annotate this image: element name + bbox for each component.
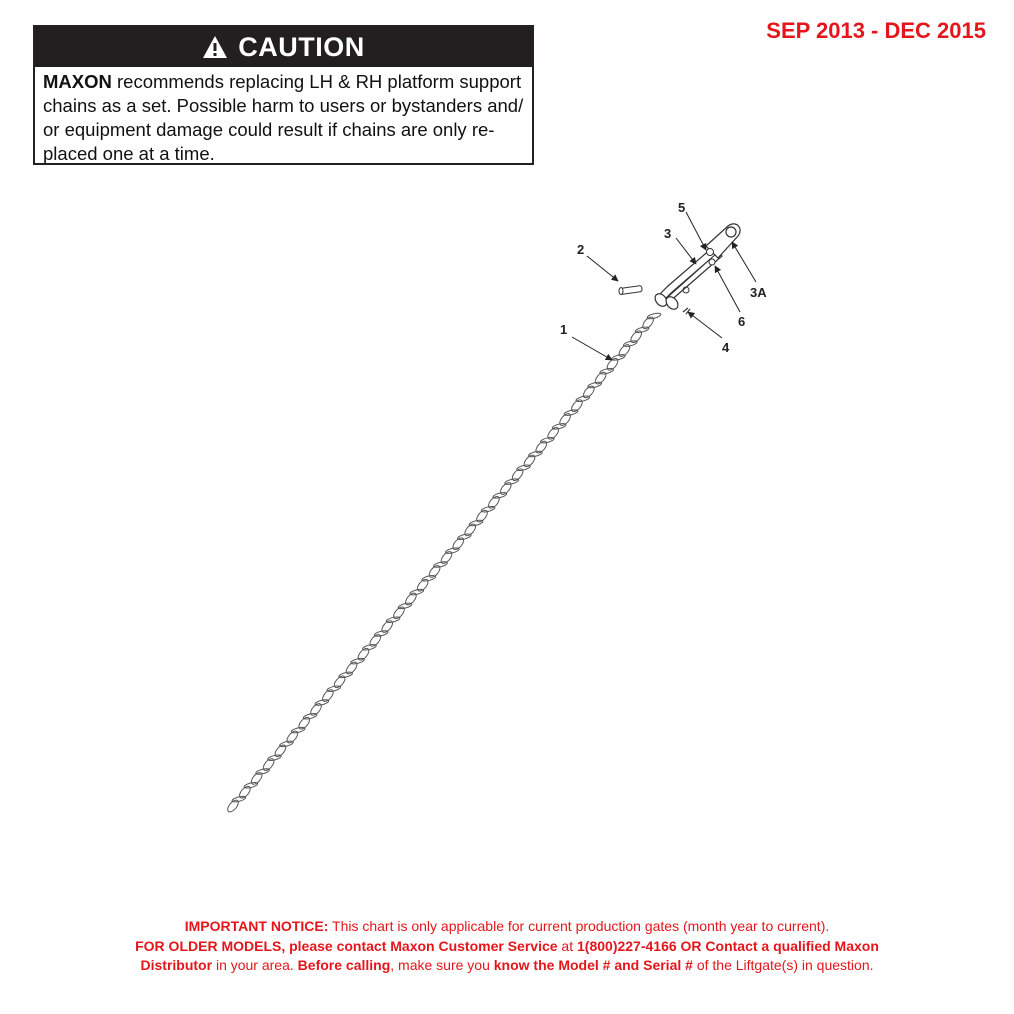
caution-line-1: MAXON recommends replacing LH & RH platform support [43, 71, 522, 92]
notice-important-label: IMPORTANT NOTICE: [184, 918, 329, 934]
chain-link [380, 619, 395, 634]
callout-6: 6 [738, 314, 746, 329]
chain-link [504, 478, 519, 486]
chain-link [522, 453, 537, 468]
leader-3a [732, 242, 756, 282]
chain-link [528, 450, 543, 458]
chain-link [404, 591, 419, 606]
chain-link [315, 699, 330, 707]
caution-line-3: or equipment damage could result if chains are only re- [43, 119, 495, 140]
chain-link [303, 712, 318, 720]
chain-link [629, 329, 644, 344]
chain-link [439, 550, 454, 565]
support-chain [226, 312, 662, 814]
chain-link [344, 660, 359, 675]
chain-link [445, 547, 460, 555]
chain-link [409, 588, 424, 596]
leader-3 [676, 238, 696, 264]
chain-link [499, 481, 514, 496]
callout-3a: 3A [750, 285, 767, 300]
clevis-pin [619, 285, 642, 294]
leader-1 [572, 337, 612, 360]
chain-link [582, 384, 597, 399]
chain-link [279, 740, 294, 748]
chain-link [492, 492, 507, 500]
chain-link [623, 340, 638, 348]
chain-link [433, 561, 448, 569]
chain-link [599, 367, 614, 375]
chain-link [647, 312, 662, 320]
chain-link [398, 602, 413, 610]
caution-brand: MAXON [43, 71, 112, 92]
callout-3: 3 [664, 226, 672, 241]
chain-link [243, 781, 258, 789]
chain-link [427, 564, 442, 579]
date-range: SEP 2013 - DEC 2015 [766, 18, 986, 43]
chain-link [374, 630, 389, 638]
leader-6 [715, 266, 740, 312]
chain-link [546, 426, 561, 441]
chain-link [267, 754, 282, 762]
chain-link [321, 688, 336, 703]
leader-2 [587, 256, 618, 281]
callout-4: 4 [722, 340, 730, 355]
chain-link [362, 643, 377, 651]
chain-link [338, 671, 353, 679]
chain-link [641, 315, 656, 330]
chain-link [291, 726, 306, 734]
chain-link [481, 505, 496, 513]
caution-title: CAUTION [238, 31, 365, 62]
caution-line-2: chains as a set. Possible harm to users or bystanders and/ [43, 95, 524, 116]
important-notice [40, 917, 974, 976]
chain-link [451, 536, 466, 551]
chain-link [463, 522, 478, 537]
chain-link [332, 674, 347, 689]
chain-link [261, 757, 276, 772]
callout-2: 2 [577, 242, 585, 257]
caution-line-4: placed one at a time. [43, 143, 215, 164]
chain-link [392, 605, 407, 620]
chain-link [570, 398, 585, 413]
chain-link [326, 685, 341, 693]
chain-link [421, 574, 436, 582]
callout-1: 1 [560, 322, 568, 337]
chain-link [558, 412, 573, 427]
chain-link [593, 370, 608, 385]
chain-link [457, 533, 472, 541]
chain-link [475, 508, 490, 523]
callout-5: 5 [678, 200, 686, 215]
chain-link [226, 798, 241, 813]
chain-link [386, 616, 401, 624]
chain-link [232, 795, 247, 803]
chain-link [587, 381, 602, 389]
chain-link [487, 495, 502, 510]
chain-link [605, 357, 620, 372]
chain-link [611, 354, 626, 362]
chain-link [368, 633, 383, 648]
notice-line-1: IMPORTANT NOTICE: This chart is only applicable for current production gates (month year to current). [184, 918, 830, 934]
chain-link [238, 785, 253, 800]
chain-link [297, 716, 312, 731]
leader-4 [688, 312, 722, 338]
chain-link [255, 768, 270, 776]
chain-link [540, 436, 555, 444]
chain-link [415, 578, 430, 593]
chain-link [350, 657, 365, 665]
chain-link [285, 729, 300, 744]
chain-link [510, 467, 525, 482]
chain-link [534, 439, 549, 454]
chain-link [469, 519, 484, 527]
notice-phone: 1(800)227-4166 OR Contact a qualified Maxon [577, 937, 879, 954]
chain-link [635, 326, 650, 334]
chain-link [249, 771, 264, 786]
notice-line-3: Distributor in your area. Before calling, make sure you know the Model # and Serial # of the Liftgate(s) in question. [140, 957, 874, 973]
chain-link [617, 343, 632, 358]
leader-5 [686, 212, 706, 250]
notice-line-2: FOR OLDER MODELS, please contact Maxon Customer Service at 1(800)227-4166 OR Contact a qualified Maxon [135, 937, 879, 954]
chain-link [552, 423, 567, 431]
chain-link [356, 647, 371, 662]
chain-link [575, 395, 590, 403]
chain-link [273, 743, 288, 758]
chain-link [309, 702, 324, 717]
chain-link [564, 409, 579, 417]
chain-link [516, 464, 531, 472]
